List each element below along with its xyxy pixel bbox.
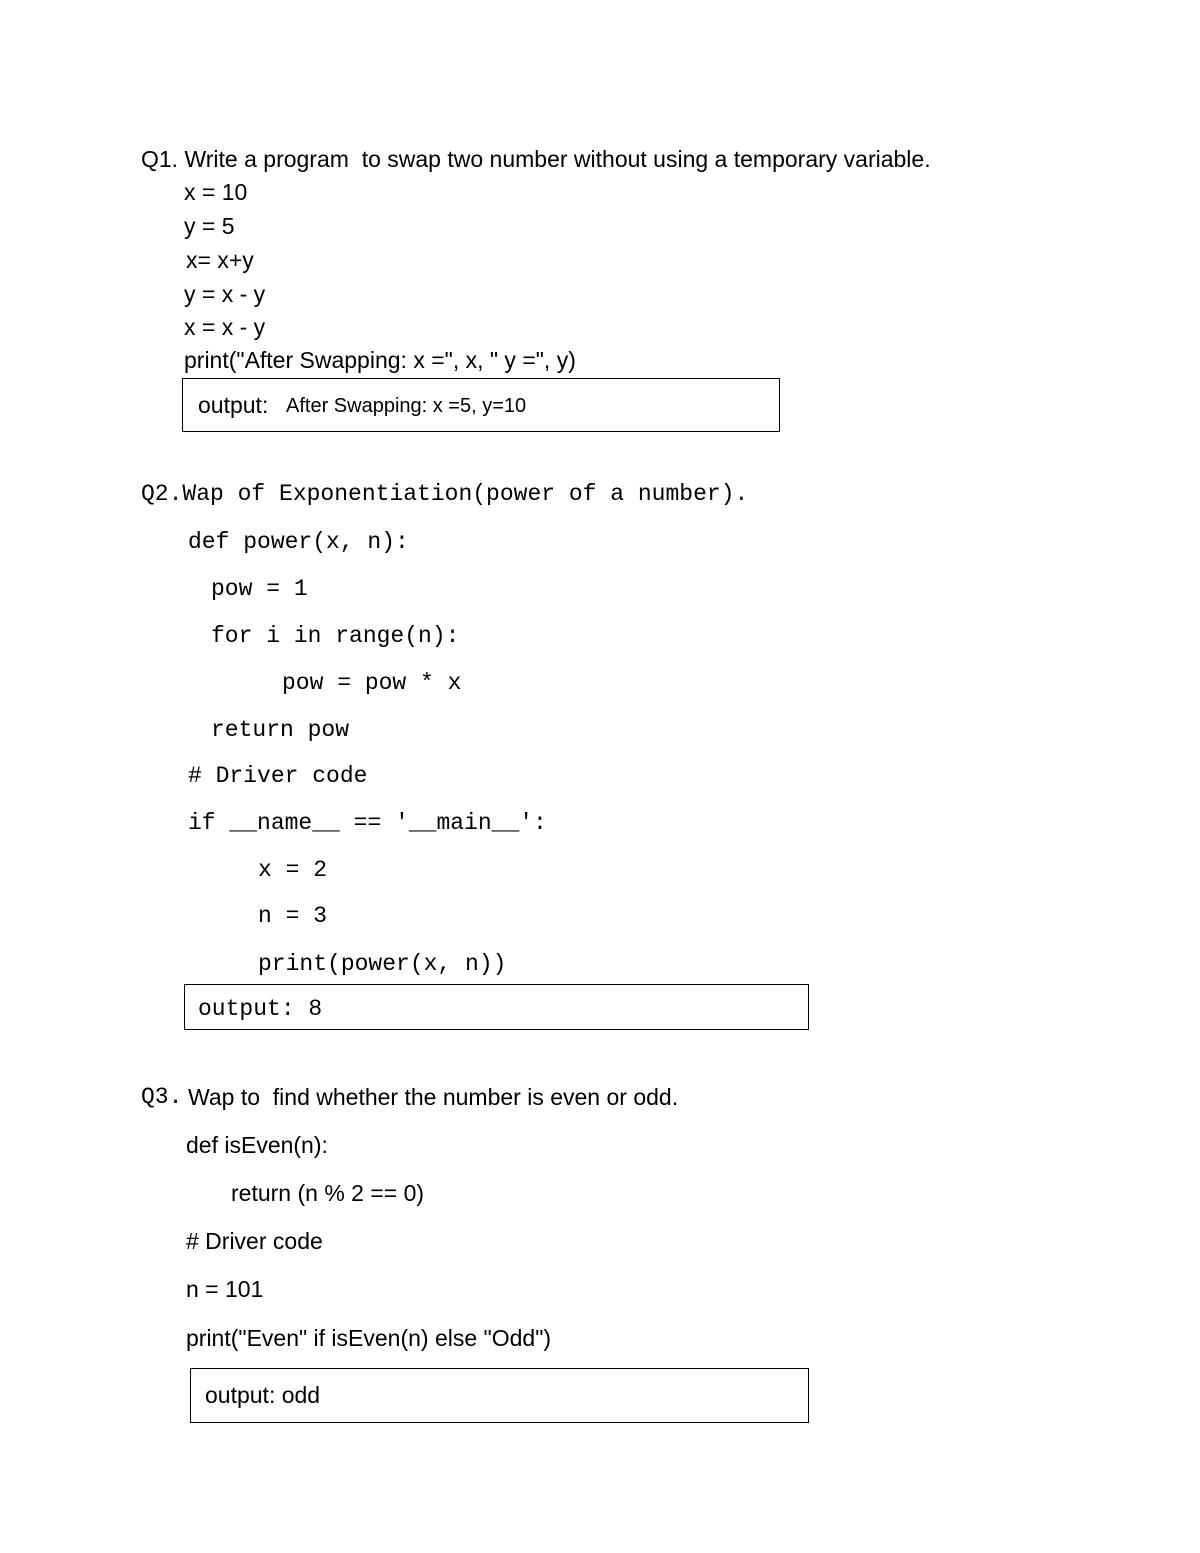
q1-code-line: y = 5	[184, 213, 235, 239]
q3-output: output: odd	[205, 1382, 321, 1408]
q2-output: output: 8	[198, 996, 323, 1022]
q3-question: Wap to find whether the number is even or odd.	[188, 1084, 679, 1110]
q2-code-line: print(power(x, n))	[258, 951, 507, 977]
q1-code-line: x = 10	[184, 179, 248, 205]
q1-output-value: After Swapping: x =5, y=10	[286, 395, 527, 417]
q1-output-box	[182, 378, 780, 432]
q2-code-line: pow = 1	[211, 576, 308, 602]
q2-code-line: for i in range(n):	[211, 623, 460, 649]
q1-code-line: x = x - y	[184, 314, 266, 340]
q2-question: Q2.Wap of Exponentiation(power of a number).	[141, 481, 749, 507]
q3-question-number: Q3.	[141, 1084, 183, 1110]
q1-code-line: x= x+y	[186, 247, 254, 273]
q1-code-line: print("After Swapping: x =", x, " y =", y)	[184, 347, 576, 373]
q1-question: Q1. Write a program to swap two number without using a temporary variable.	[141, 146, 931, 172]
q2-code-line: x = 2	[258, 857, 328, 883]
q3-code-line: def isEven(n):	[186, 1132, 328, 1158]
q1-code-line: y = x - y	[184, 281, 266, 307]
q2-code-line: n = 3	[258, 903, 328, 929]
q3-code-line: n = 101	[186, 1276, 264, 1302]
q2-code-line: # Driver code	[188, 763, 368, 789]
q3-code-line: # Driver code	[186, 1228, 323, 1254]
q3-code-line: return (n % 2 == 0)	[231, 1180, 425, 1206]
q2-code-line: if __name__ == '__main__':	[188, 810, 547, 836]
q2-code-line: def power(x, n):	[188, 529, 409, 555]
q2-code-line: return pow	[211, 717, 350, 743]
q3-output-box	[190, 1368, 809, 1423]
q1-output-label: output:	[198, 392, 269, 418]
q3-code-line: print("Even" if isEven(n) else "Odd")	[186, 1325, 552, 1351]
q2-output-box	[184, 984, 809, 1030]
q2-code-line: pow = pow * x	[282, 670, 462, 696]
